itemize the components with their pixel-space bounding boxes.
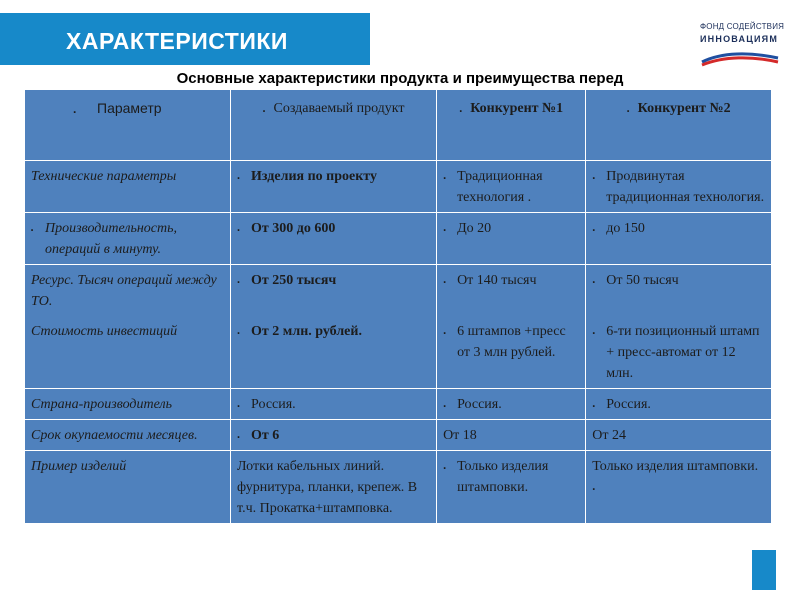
cell-text: 6 штампов +пресс от 3 млн рублей. [457, 324, 566, 360]
product-cell: Лотки кабельных линий. фурнитура, планки, крепеж. В т.ч. Прокатка+штамповка. [231, 451, 437, 524]
header-cell [586, 90, 772, 161]
bullet-icon: . [592, 168, 596, 182]
bullet-icon: . [31, 220, 34, 234]
corner-accent [752, 550, 776, 590]
table-row [25, 265, 772, 317]
competitor1-cell [437, 389, 586, 420]
table-row [25, 389, 772, 420]
header-cell [437, 90, 586, 161]
bullet-icon: . [459, 101, 463, 115]
param-cell [25, 213, 231, 265]
table-row [25, 451, 772, 524]
cell-text: Изделия по проекту [251, 169, 377, 184]
cell-text: От 2 млн. рублей. [251, 324, 362, 339]
bullet-icon: . [592, 220, 596, 234]
bullet-icon: . [443, 272, 447, 286]
product-cell [231, 213, 437, 265]
cell-text: От 50 тысяч [606, 273, 679, 288]
param-cell: Страна-производитель [25, 389, 231, 420]
bullet-icon: . [626, 101, 630, 115]
fund-logo [700, 20, 785, 70]
competitor1-cell: От 18 [437, 420, 586, 451]
competitor2-cell: От 24 [586, 420, 772, 451]
cell-text: От 6 [251, 428, 280, 443]
bullet-icon: . [237, 272, 241, 286]
competitor2-cell [586, 265, 772, 317]
cell-text: От 250 тысяч [251, 273, 337, 288]
competitor1-cell [437, 316, 586, 389]
bullet-icon: . [592, 323, 596, 337]
param-cell: Ресурс. Тысяч операций между ТО. [25, 265, 231, 317]
table-row [25, 420, 772, 451]
logo-text-bottom: ИННОВАЦИЯМ [700, 34, 779, 44]
param-cell: Пример изделий [25, 451, 231, 524]
header-cell [231, 90, 437, 161]
param-cell: Стоимость инвестиций [25, 316, 231, 389]
product-cell [231, 265, 437, 317]
cell-text: Производительность, операций в минуту. [45, 221, 177, 257]
product-cell [231, 316, 437, 389]
product-cell [231, 420, 437, 451]
param-cell: Технические параметры [25, 161, 231, 213]
cell-text: Россия. [606, 397, 651, 412]
header-label: Создаваемый продукт [273, 101, 405, 116]
characteristics-table [24, 89, 772, 524]
bullet-icon: . [237, 396, 241, 410]
bullet-icon: . [237, 168, 241, 182]
bullet-icon: . [237, 323, 241, 337]
competitor1-cell [437, 265, 586, 317]
logo-text-top: ФОНД СОДЕЙСТВИЯ [700, 22, 785, 31]
header-label: Параметр [97, 100, 162, 116]
subtitle-line-1: Основные характеристики продукта и преимущества перед [176, 70, 624, 87]
flag-swoosh-icon [700, 46, 780, 68]
competitor2-cell [586, 316, 772, 389]
competitor2-cell [586, 451, 772, 524]
bullet-icon: . [443, 458, 447, 472]
competitor2-cell [586, 213, 772, 265]
competitor1-cell [437, 161, 586, 213]
competitor1-cell [437, 213, 586, 265]
bullet-icon: . [443, 168, 447, 182]
bullet-icon: . [262, 101, 266, 115]
product-cell [231, 161, 437, 213]
table-row [25, 316, 772, 389]
cell-text: До 20 [457, 221, 492, 236]
cell-text: Только изделия штамповки. [457, 459, 549, 495]
param-cell: Срок окупаемости месяцев. [25, 420, 231, 451]
competitor2-cell [586, 161, 772, 213]
bullet-icon: . [592, 479, 596, 493]
competitor2-cell [586, 389, 772, 420]
cell-text: От 140 тысяч [457, 273, 537, 288]
bullet-icon: . [443, 323, 447, 337]
product-cell [231, 389, 437, 420]
cell-text: Россия. [251, 397, 296, 412]
cell-text: От 300 до 600 [251, 221, 336, 236]
bullet-icon: . [443, 220, 447, 234]
bullet-icon: . [592, 396, 596, 410]
header-label: Конкурент №2 [637, 101, 731, 116]
cell-text: до 150 [606, 221, 645, 236]
cell-text: Только изделия штамповки. [592, 459, 759, 474]
cell-text: Традиционная технология . [457, 169, 543, 205]
bullet-icon: . [73, 102, 77, 116]
cell-text: Россия. [457, 397, 502, 412]
bullet-icon: . [237, 427, 241, 441]
cell-text: 6-ти позиционный штамп + пресс-автомат от 12 млн. [606, 324, 760, 381]
cell-text: Продвинутая традиционная технология. [606, 169, 765, 205]
page-title: ХАРАКТЕРИСТИКИ [66, 28, 288, 54]
header-label: Конкурент №1 [470, 101, 564, 116]
bullet-icon: . [443, 396, 447, 410]
table-header-row [25, 90, 772, 161]
bullet-icon: . [592, 272, 596, 286]
table-row [25, 161, 772, 213]
header-cell [25, 90, 231, 161]
bullet-icon: . [237, 220, 241, 234]
competitor1-cell [437, 451, 586, 524]
table-row [25, 213, 772, 265]
